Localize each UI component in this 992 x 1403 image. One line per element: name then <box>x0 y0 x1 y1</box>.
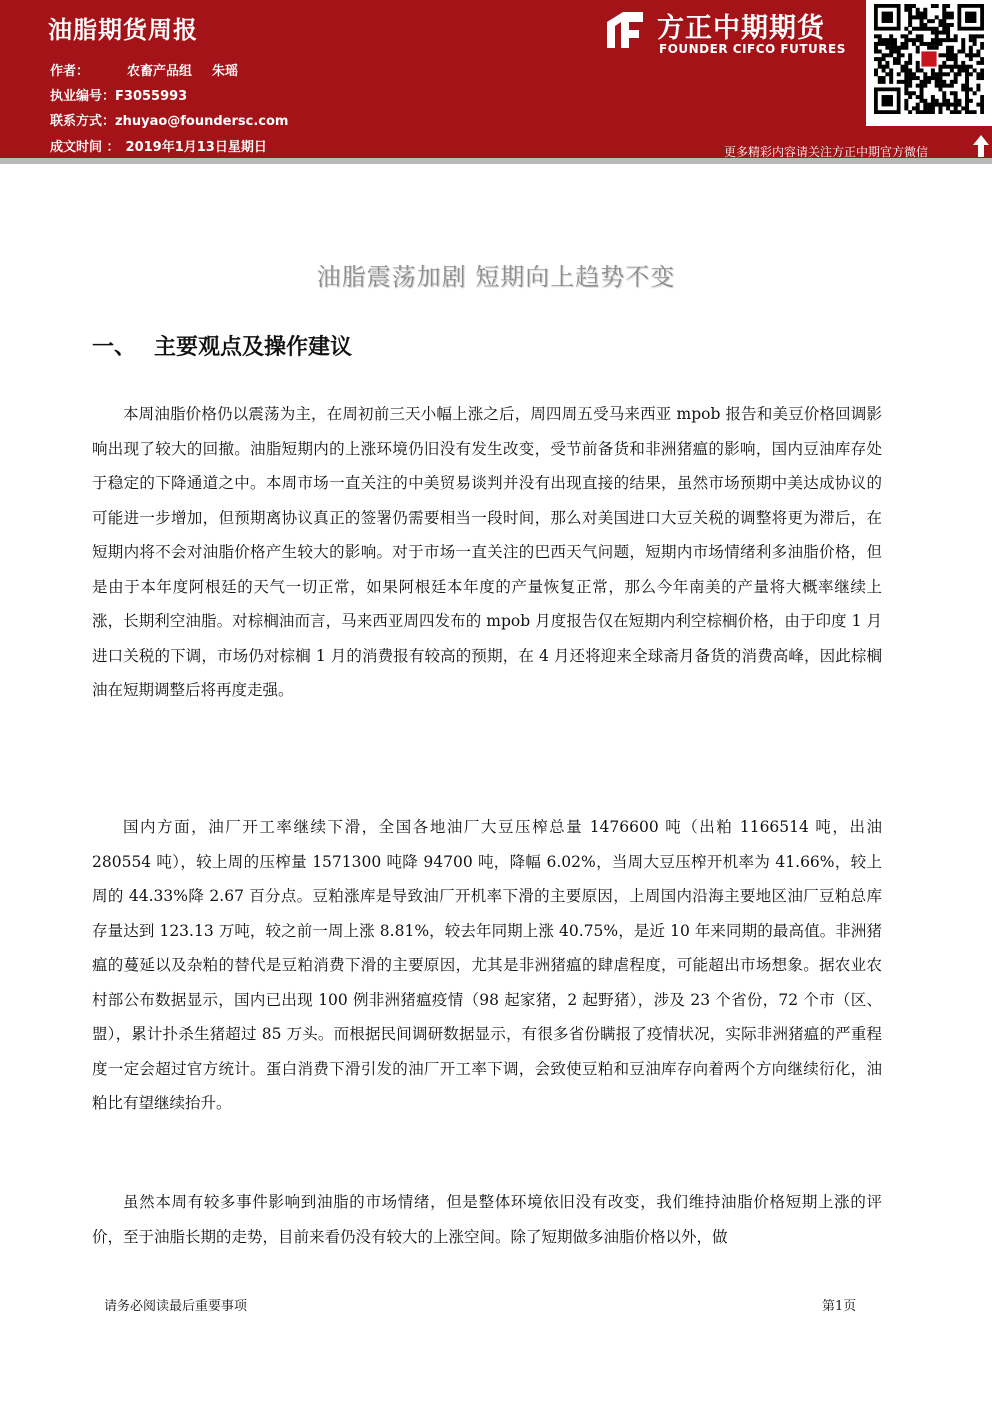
qr-code-panel <box>866 0 992 126</box>
wechat-slogan: 更多精彩内容请关注方正中期官方微信 <box>724 145 929 159</box>
section-title: 主要观点及操作建议 <box>154 335 353 360</box>
paragraph-1: 本周油脂价格仍以震荡为主，在周初前三天小幅上涨之后，周四周五受马来西亚 mpob 报告和美豆价格回调影响出现了较大的回撤。油脂短期内的上涨环境仍旧没有发生改变，受节前备货和非洲猪瘟的影响，国内豆油库存处于稳定的下降通道之中。本周市场一直关注的中美贸易谈判并没有出现直接的结果，虽然市场预期中美达成协议的可能进一步增加，但预期离协议真正的签署仍需要相当一段时间，那么对美国进口大豆关税的调整将更为滞后，在短期内将不会对油脂价格产生较大的影响。对于市场一直关注的巴西天气问题，短期内市场情绪利多油脂价格，但是由于本年度阿根廷的天气一切正常，如果阿根廷本年度的产量恢复正常，那么今年南美的产量将大概率继续上涨，长期利空油脂。对棕榈油而言，马来西亚周四发布的 mpob 月度报告仅在短期内利空棕榈价格，由于印度 1 月进口关税的下调，市场仍对棕榈 1 月的消费报有较高的预期，在 4 月还将迎来全球斋月备货的消费高峰，因此棕榈油在短期调整后将再度走强。 <box>92 405 882 699</box>
brand-name-cn: 方正中期期货 <box>657 13 825 44</box>
founder-logo-icon <box>603 8 647 52</box>
document-title: 油脂震荡加剧 短期向上趋势不变 <box>316 263 676 291</box>
report-title: 油脂期货周报 <box>48 16 198 44</box>
paragraph-3: 虽然本周有较多事件影响到油脂的市场情绪，但是整体环境依旧没有改变，我们维持油脂价格短期上涨的评价，至于油脂长期的走势，目前来看仍没有较大的上涨空间。除了短期做多油脂价格以外，做 <box>92 1193 882 1246</box>
qr-code-icon <box>874 4 984 114</box>
date-line <box>50 136 267 155</box>
up-arrow-icon <box>972 134 990 158</box>
author-line <box>50 60 238 79</box>
contact-email: zhuyao@foundersc.com <box>115 114 289 129</box>
footer-notice: 请务必阅读最后重要事项 <box>104 1299 248 1314</box>
date-value: 2019年1月13日星期日 <box>125 140 267 155</box>
date-label: 成文时间 ： <box>50 140 120 155</box>
section-number: 一、 <box>92 335 137 360</box>
page-number: 第1页 <box>822 1299 857 1314</box>
author-label: 作者： <box>50 64 90 79</box>
paragraph-2: 国内方面，油厂开工率继续下滑，全国各地油厂大豆压榨总量 1476600 吨（出粕 1166514 吨，出油 280554 吨），较上周的压榨量 1571300 吨降 94700 吨，降幅 6.02%，当周大豆压榨开机率为 41.66%，较上周的 44.33%降 2.67 百分点。豆粕涨库是导致油厂开机率下滑的主要原因，上周国内沿海主要地区油厂豆粕总库存量达到 123.13 万吨，较之前一周上涨 8.81%，较去年同期上涨 40.75%，是近 10 年来同期的最高值。非洲猪瘟的蔓延以及杂粕的替代是豆粕消费下滑的主要原因，尤其是非洲猪瘟的肆虐程度，可能超出市场想象。据农业农村部公布数据显示，国内已出现 100 例非洲猪瘟疫情（98 起家猪，2 起野猪），涉及 23 个省份，72 个市（区、盟），累计扑杀生猪超过 85 万头。而根据民间调研数据显示，有很多省份瞒报了疫情状况，实际非洲猪瘟的严重程度一定会超过官方统计。蛋白消费下滑引发的油厂开工率下调，会致使豆粕和豆油库存向着两个方向继续衍化，油粕比有望继续抬升。 <box>92 818 882 1112</box>
contact-label: 联系方式： <box>50 114 116 129</box>
author-name: 朱瑶 <box>212 64 239 79</box>
section-heading <box>92 330 352 361</box>
contact-line <box>50 110 288 129</box>
license-line <box>50 85 187 104</box>
author-group: 农畜产品组 <box>127 64 193 79</box>
license-label: 执业编号： <box>50 89 116 104</box>
license-value: F3055993 <box>115 89 188 104</box>
brand-name-en: FOUNDER CIFCO FUTURES <box>659 42 846 56</box>
